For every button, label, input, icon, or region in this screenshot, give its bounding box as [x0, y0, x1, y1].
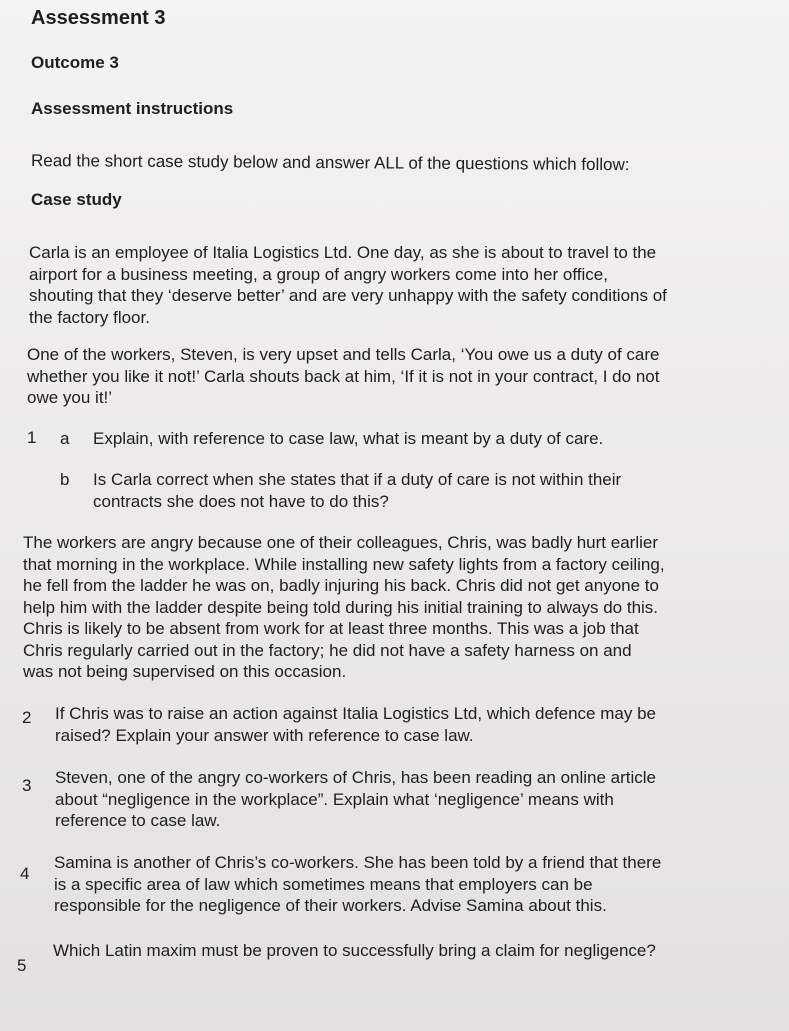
- paragraph-line: help him with the ladder despite being told during his initial training to always do this.: [23, 597, 659, 617]
- question-1a-text: [93, 428, 603, 450]
- case-paragraph-2: [27, 344, 659, 409]
- question-line: contracts she does not have to do this?: [93, 491, 389, 511]
- question-line: Explain, with reference to case law, what is meant by a duty of care.: [93, 429, 604, 448]
- paragraph-line: that morning in the workplace. While installing new safety lights from a factory ceiling,: [23, 554, 665, 574]
- question-4-number: 4: [20, 864, 30, 883]
- paragraph-line: Chris regularly carried out in the factory; he did not have a safety harness on and: [23, 640, 632, 660]
- paragraph-line: the factory floor.: [29, 307, 150, 327]
- question-line: Which Latin maxim must be proven to successfully bring a claim for negligence?: [53, 941, 656, 960]
- question-1b-text: [93, 469, 621, 512]
- paragraph-line: The workers are angry because one of their colleagues, Chris, was badly hurt earlier: [23, 533, 658, 552]
- question-line: Steven, one of the angry co-workers of Chris, has been reading an online article: [55, 768, 657, 787]
- instructions-heading: Assessment instructions: [31, 99, 234, 118]
- paragraph-line: shouting that they ‘deserve better’ and are very unhappy with the safety conditions of: [29, 286, 667, 305]
- outcome-heading: Outcome 3: [31, 53, 119, 72]
- assessment-title: Assessment 3: [31, 7, 166, 29]
- question-1-number: 1: [27, 428, 37, 447]
- question-3-number: 3: [22, 776, 32, 795]
- question-line: Is Carla correct when she states that if a duty of care is not within their: [93, 470, 622, 489]
- paragraph-line: whether you like it not!’ Carla shouts back at him, ‘If it is not in your contract, I do not: [27, 366, 660, 386]
- question-1b-letter: b: [60, 470, 70, 489]
- paragraph-line: Chris is likely to be absent from work for at least three months. This was a job that: [23, 619, 639, 638]
- question-2-text: [55, 703, 656, 746]
- case-paragraph-3: [23, 532, 665, 683]
- question-line: Samina is another of Chris’s co-workers. She has been told by a friend that there: [54, 853, 662, 872]
- question-line: reference to case law.: [55, 811, 221, 830]
- instruction-text: Read the short case study below and answer ALL of the questions which follow:: [30, 151, 630, 175]
- question-line: responsible for the negligence of their workers. Advise Samina about this.: [54, 896, 607, 915]
- paragraph-line: Carla is an employee of Italia Logistics Ltd. One day, as she is about to travel to the: [29, 243, 657, 262]
- paragraph-line: One of the workers, Steven, is very upset and tells Carla, ‘You owe us a duty of care: [27, 345, 660, 364]
- case-study-heading: Case study: [31, 190, 122, 209]
- paragraph-line: airport for a business meeting, a group of angry workers come into her office,: [29, 264, 608, 284]
- question-5-text: [53, 940, 656, 962]
- question-3-text: [55, 767, 656, 832]
- case-paragraph-1: [29, 242, 667, 328]
- question-line: raised? Explain your answer with reference to case law.: [55, 725, 474, 745]
- question-5-number: 5: [17, 956, 27, 975]
- question-1a-letter: a: [60, 429, 70, 448]
- paragraph-line: was not being supervised on this occasion.: [23, 662, 347, 681]
- paragraph-line: he fell from the ladder he was on, badly injuring his back. Chris did not get anyone to: [23, 576, 659, 595]
- question-4-text: [54, 852, 661, 917]
- paragraph-line: owe you it!’: [27, 388, 113, 407]
- question-2-number: 2: [22, 708, 32, 727]
- question-line: If Chris was to raise an action against Italia Logistics Ltd, which defence may be: [55, 704, 656, 723]
- question-line: is a specific area of law which sometimes means that employers can be: [54, 874, 593, 894]
- question-line: about “negligence in the workplace”. Explain what ‘negligence’ means with: [55, 789, 614, 809]
